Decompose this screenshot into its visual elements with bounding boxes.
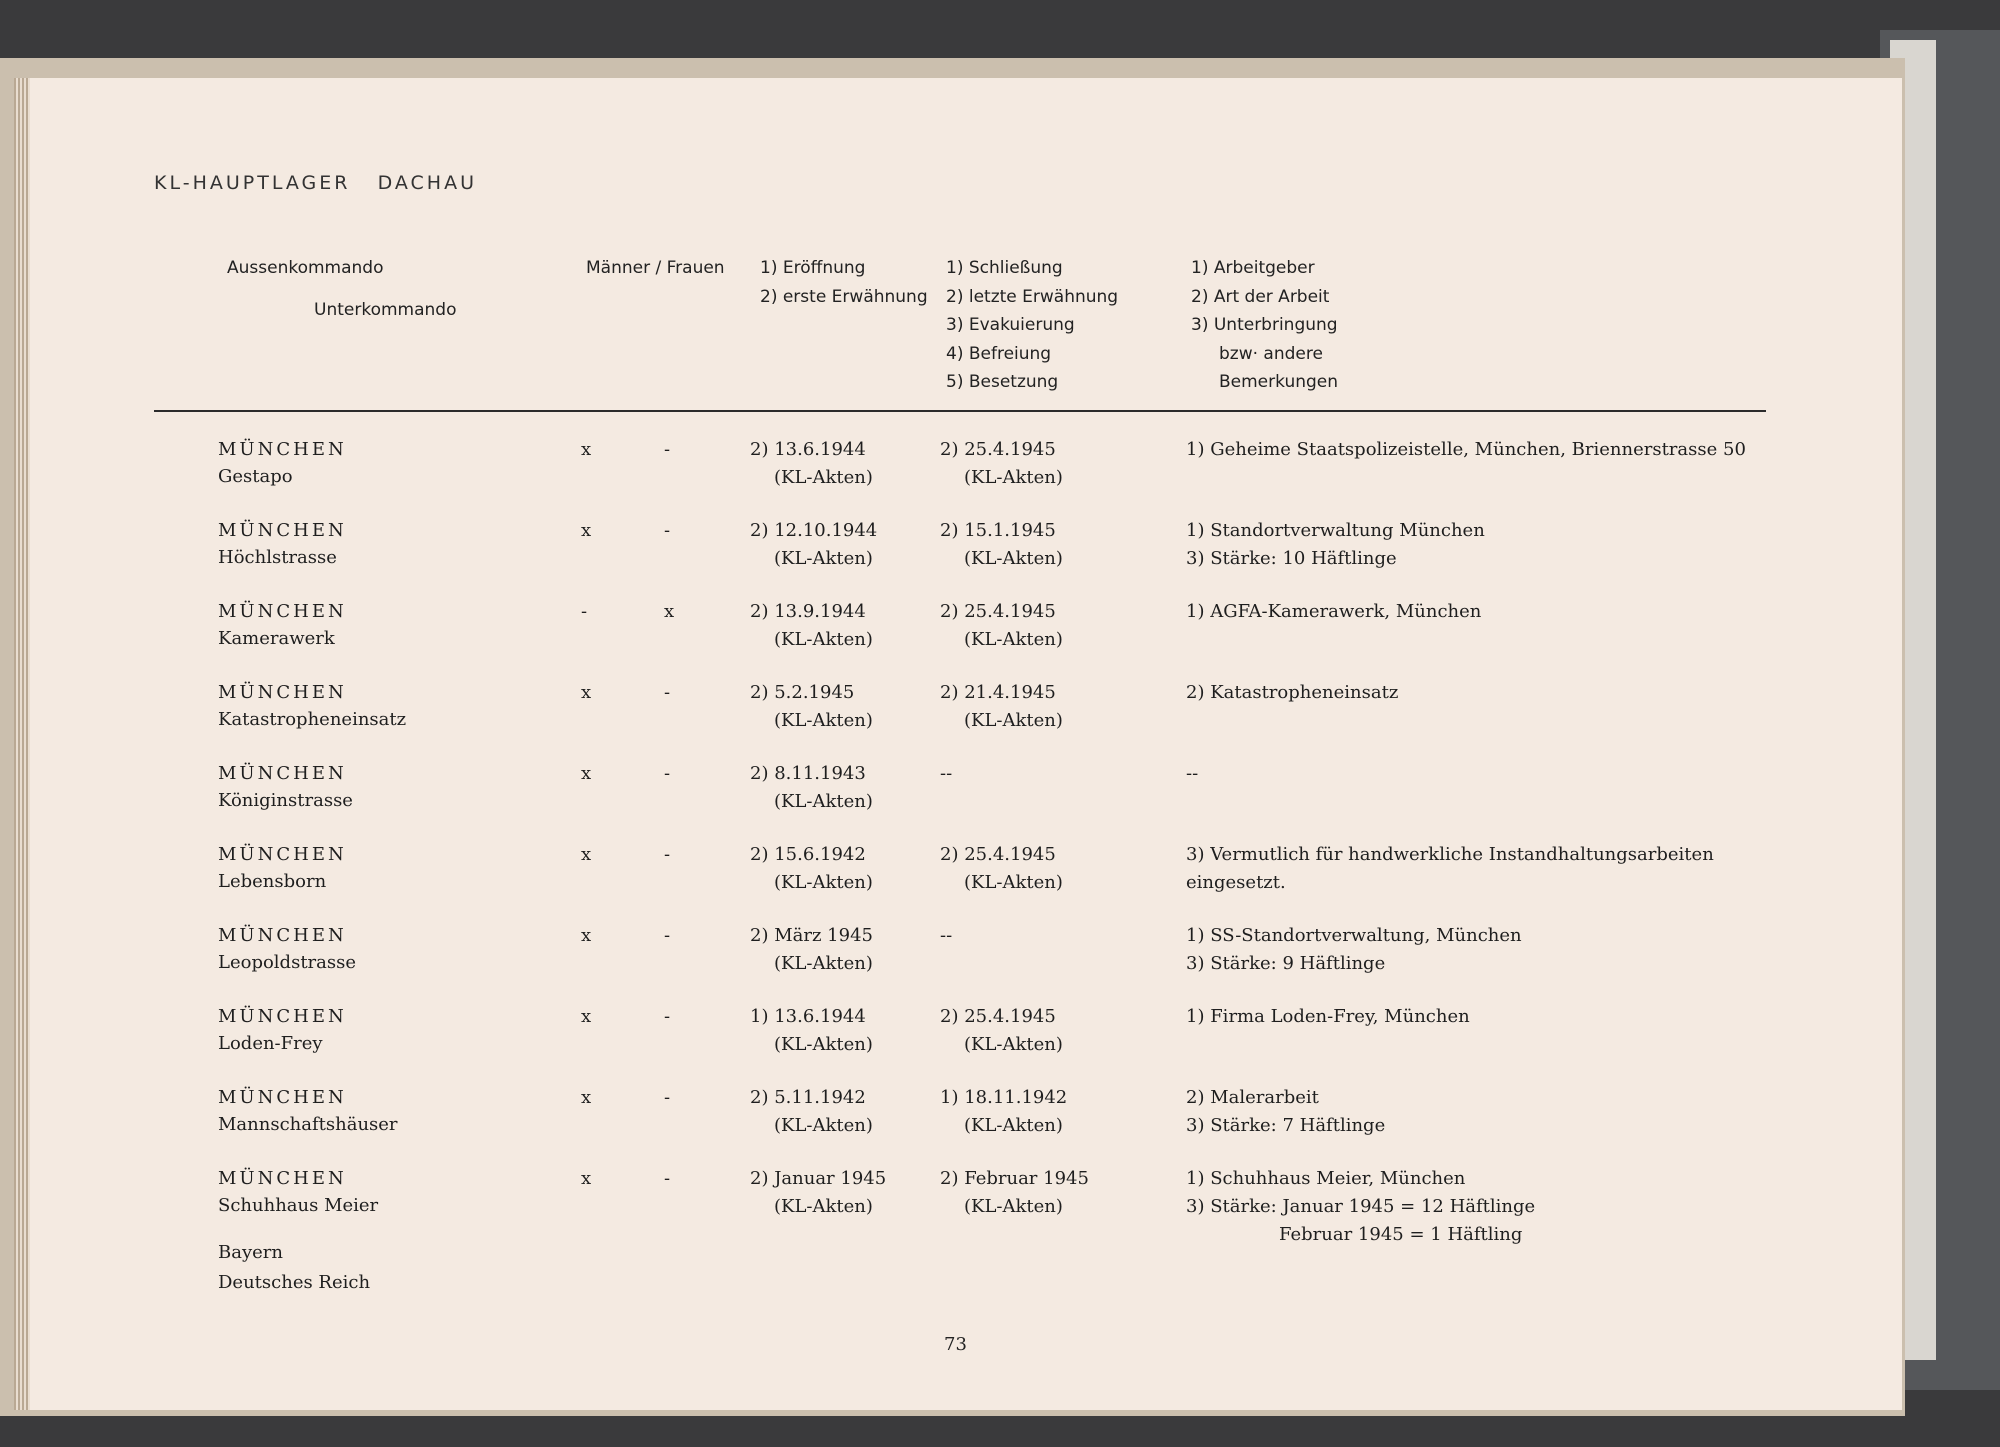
col-schliessung-line: 5) Besetzung <box>946 372 1059 392</box>
row-closing: 2) Februar 1945 <box>940 1168 1089 1189</box>
row-remark: 2) Malerarbeit <box>1186 1087 1319 1108</box>
row-opening-source: (KL-Akten) <box>774 791 873 812</box>
row-women: - <box>664 763 671 784</box>
col-arbeitgeber-line: 1) Arbeitgeber <box>1191 258 1315 278</box>
row-closing-source: (KL-Akten) <box>964 629 1063 650</box>
row-closing: 2) 15.1.1945 <box>940 520 1056 541</box>
table-row <box>14 1006 1902 1086</box>
table-row <box>14 439 1902 519</box>
footer-state: Bayern <box>218 1242 283 1263</box>
row-opening-source: (KL-Akten) <box>774 548 873 569</box>
row-subcommand: Lebensborn <box>218 871 327 892</box>
row-men: x <box>581 439 592 460</box>
row-closing-source: (KL-Akten) <box>964 548 1063 569</box>
row-remark: 1) Standortverwaltung München <box>1186 520 1485 541</box>
row-subcommand: Höchlstrasse <box>218 547 337 568</box>
row-opening-source: (KL-Akten) <box>774 872 873 893</box>
header-rule <box>154 410 1766 412</box>
header-title-right: DACHAU <box>377 172 477 194</box>
row-opening: 2) 15.6.1942 <box>750 844 866 865</box>
row-closing-source: (KL-Akten) <box>964 1034 1063 1055</box>
row-closing: -- <box>940 925 953 946</box>
row-closing: 2) 25.4.1945 <box>940 1006 1056 1027</box>
row-place: MÜNCHEN <box>218 1006 347 1027</box>
row-opening: 2) Januar 1945 <box>750 1168 887 1189</box>
row-place: MÜNCHEN <box>218 925 347 946</box>
row-subcommand: Katastropheneinsatz <box>218 709 407 730</box>
row-place: MÜNCHEN <box>218 1087 347 1108</box>
row-subcommand: Leopoldstrasse <box>218 952 357 973</box>
row-closing: 2) 25.4.1945 <box>940 844 1056 865</box>
row-opening-source: (KL-Akten) <box>774 467 873 488</box>
row-remark: 1) AGFA-Kamerawerk, München <box>1186 601 1482 622</box>
row-remark: 3) Stärke: 10 Häftlinge <box>1186 548 1397 569</box>
row-remark: Februar 1945 = 1 Häftling <box>1279 1224 1523 1245</box>
col-arbeitgeber <box>1191 254 1338 397</box>
row-closing-source: (KL-Akten) <box>964 467 1063 488</box>
table-row <box>14 682 1902 762</box>
row-closing: 1) 18.11.1942 <box>940 1087 1068 1108</box>
row-closing: 2) 25.4.1945 <box>940 439 1056 460</box>
row-closing-source: (KL-Akten) <box>964 710 1063 731</box>
row-closing: 2) 25.4.1945 <box>940 601 1056 622</box>
row-men: x <box>581 844 592 865</box>
col-arbeitgeber-line: 3) Unterbringung <box>1191 315 1338 335</box>
row-women: - <box>664 1168 671 1189</box>
row-place: MÜNCHEN <box>218 1168 347 1189</box>
col-aussenkommando: Aussenkommando <box>227 258 384 278</box>
row-closing-source: (KL-Akten) <box>964 872 1063 893</box>
row-opening-source: (KL-Akten) <box>774 1115 873 1136</box>
row-opening: 2) 12.10.1944 <box>750 520 878 541</box>
row-remark: 2) Katastropheneinsatz <box>1186 682 1399 703</box>
row-subcommand: Schuhhaus Meier <box>218 1195 379 1216</box>
book-page <box>14 78 1902 1410</box>
col-eroeffnung-line: 2) erste Erwähnung <box>760 286 928 307</box>
row-remark: 3) Stärke: 9 Häftlinge <box>1186 953 1386 974</box>
table-row <box>14 844 1902 924</box>
row-men: x <box>581 520 592 541</box>
row-men: x <box>581 682 592 703</box>
row-remark: 1) SS-Standortverwaltung, München <box>1186 925 1522 946</box>
row-opening: 2) 5.11.1942 <box>750 1087 866 1108</box>
row-place: MÜNCHEN <box>218 682 347 703</box>
col-arbeitgeber-line: 2) Art der Arbeit <box>1191 286 1330 307</box>
table-row <box>14 1087 1902 1167</box>
row-opening-source: (KL-Akten) <box>774 1196 873 1217</box>
row-men: x <box>581 925 592 946</box>
row-men: x <box>581 1087 592 1108</box>
table-row <box>14 925 1902 1005</box>
row-closing-source: (KL-Akten) <box>964 1115 1063 1136</box>
row-subcommand: Loden-Frey <box>218 1033 323 1054</box>
table-row <box>14 763 1902 843</box>
row-women: - <box>664 682 671 703</box>
row-opening: 2) März 1945 <box>750 925 873 946</box>
row-opening-source: (KL-Akten) <box>774 953 873 974</box>
row-women: - <box>664 844 671 865</box>
col-eroeffnung <box>760 254 928 311</box>
row-remark: 1) Geheime Staatspolizeistelle, München, Briennerstrasse 50 <box>1186 439 1746 460</box>
col-schliessung-line: 4) Befreiung <box>946 343 1052 364</box>
col-unterkommando: Unterkommando <box>314 300 457 320</box>
row-women: - <box>664 925 671 946</box>
row-place: MÜNCHEN <box>218 520 347 541</box>
row-opening: 2) 13.6.1944 <box>750 439 866 460</box>
row-women: - <box>664 1006 671 1027</box>
col-eroeffnung-line: 1) Eröffnung <box>760 258 866 278</box>
row-remark: eingesetzt. <box>1186 872 1286 893</box>
col-schliessung <box>946 254 1118 397</box>
row-closing: -- <box>940 763 953 784</box>
page-number: 73 <box>944 1334 967 1355</box>
table-row <box>14 1168 1902 1248</box>
row-men: x <box>581 1006 592 1027</box>
row-opening: 2) 5.2.1945 <box>750 682 855 703</box>
row-closing-source: (KL-Akten) <box>964 1196 1063 1217</box>
row-opening-source: (KL-Akten) <box>774 710 873 731</box>
row-closing: 2) 21.4.1945 <box>940 682 1056 703</box>
row-opening: 2) 13.9.1944 <box>750 601 866 622</box>
row-subcommand: Gestapo <box>218 466 293 487</box>
row-opening: 1) 13.6.1944 <box>750 1006 866 1027</box>
col-schliessung-line: 2) letzte Erwähnung <box>946 286 1119 307</box>
row-remark: 3) Stärke: 7 Häftlinge <box>1186 1115 1386 1136</box>
row-men: x <box>581 763 592 784</box>
col-maenner-frauen: Männer / Frauen <box>586 258 725 278</box>
table-row <box>14 520 1902 600</box>
row-remark: 3) Stärke: Januar 1945 = 12 Häftlinge <box>1186 1196 1536 1217</box>
row-subcommand: Mannschaftshäuser <box>218 1114 398 1135</box>
row-subcommand: Königinstrasse <box>218 790 353 811</box>
col-arbeitgeber-line: Bemerkungen <box>1219 372 1339 392</box>
row-men: x <box>581 1168 592 1189</box>
row-place: MÜNCHEN <box>218 763 347 784</box>
row-opening-source: (KL-Akten) <box>774 629 873 650</box>
row-opening: 2) 8.11.1943 <box>750 763 866 784</box>
row-remark: 1) Firma Loden-Frey, München <box>1186 1006 1470 1027</box>
footer-country: Deutsches Reich <box>218 1272 371 1293</box>
col-arbeitgeber-line: bzw· andere <box>1219 343 1323 364</box>
row-opening-source: (KL-Akten) <box>774 1034 873 1055</box>
col-schliessung-line: 3) Evakuierung <box>946 315 1075 335</box>
row-women: - <box>664 439 671 460</box>
row-remark: 3) Vermutlich für handwerkliche Instandhaltungsarbeiten <box>1186 844 1714 865</box>
row-place: MÜNCHEN <box>218 601 347 622</box>
page-header <box>154 172 477 194</box>
row-women: x <box>664 601 675 622</box>
row-subcommand: Kamerawerk <box>218 628 335 649</box>
header-title-left: KL-HAUPTLAGER <box>154 172 351 194</box>
row-women: - <box>664 1087 671 1108</box>
row-remark: 1) Schuhhaus Meier, München <box>1186 1168 1466 1189</box>
row-place: MÜNCHEN <box>218 439 347 460</box>
row-remark: -- <box>1186 763 1199 784</box>
row-place: MÜNCHEN <box>218 844 347 865</box>
col-schliessung-line: 1) Schließung <box>946 258 1063 278</box>
row-men: - <box>581 601 588 622</box>
row-women: - <box>664 520 671 541</box>
table-row <box>14 601 1902 681</box>
